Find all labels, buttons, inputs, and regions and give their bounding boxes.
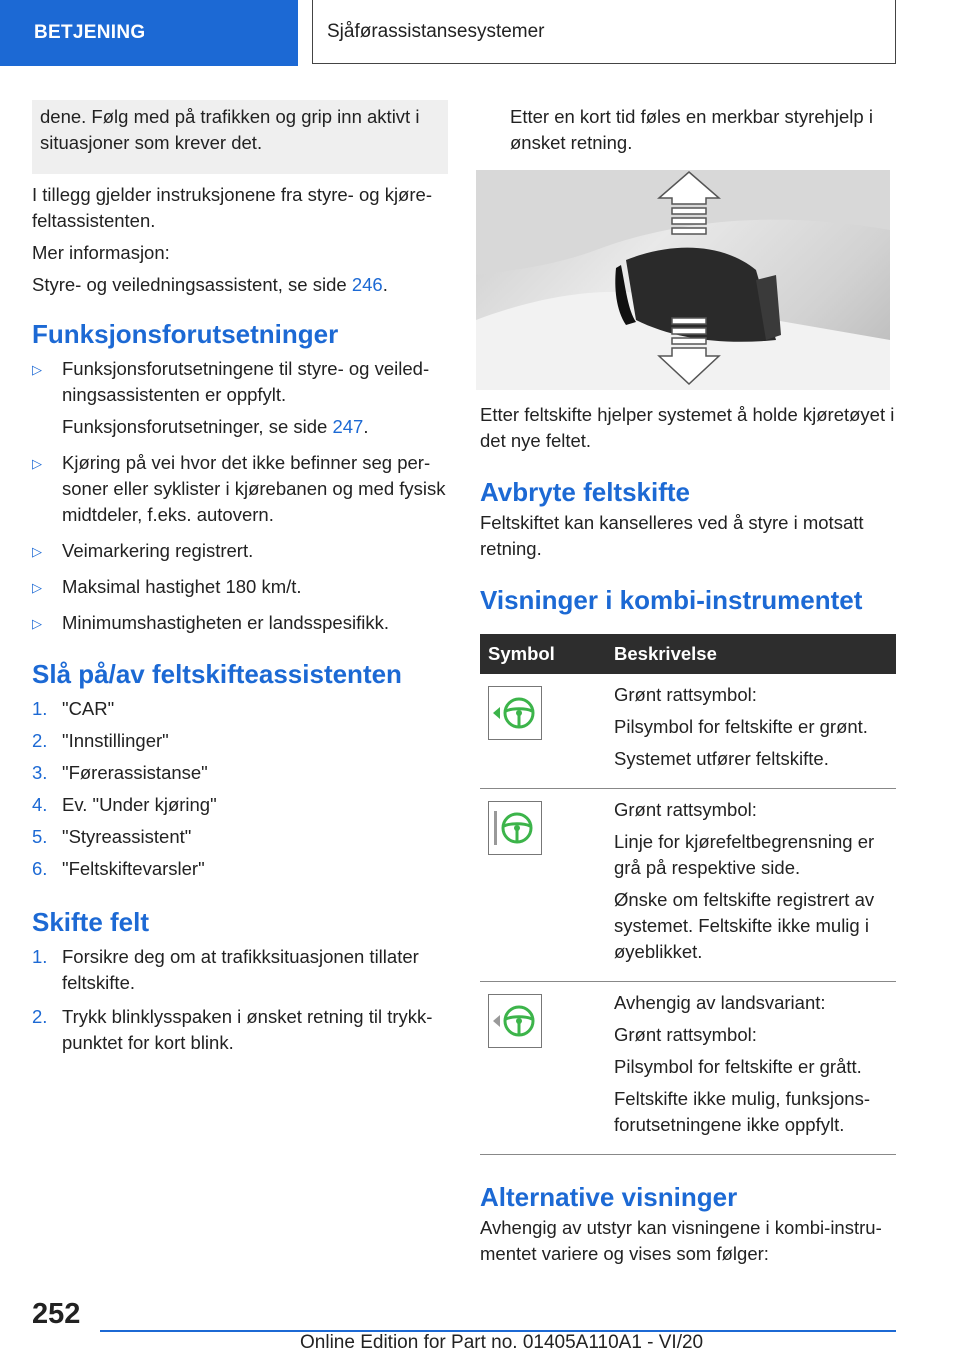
symbol-frame xyxy=(488,686,542,740)
description-line: Pilsymbol for feltskifte er grønt. xyxy=(614,716,868,737)
right-column xyxy=(480,402,896,1267)
description-cell xyxy=(606,982,896,1155)
step-number: 3. xyxy=(32,762,48,783)
step-number: 5. xyxy=(32,826,48,847)
list-item-text: Kjøring på vei hvor det ikke befinner seg personer eller syklister i kjørebanen og med fysisk midtdeler, f.eks. autovern. xyxy=(62,452,446,525)
table-header-row xyxy=(480,634,896,674)
list-item-text: Forsikre deg om at trafikksituasjonen tillater feltskifte. xyxy=(62,946,419,993)
section-title: BETJENING xyxy=(34,22,146,43)
list-item-text: Funksjonsforutsetningene til styre- og veiledningsassistenten er oppfylt. xyxy=(62,358,430,405)
list-item-text: Minimumshastigheten er landsspesifikk. xyxy=(62,612,389,633)
list-item-text: "CAR" xyxy=(62,698,115,719)
list-item-text: Trykk blinklysspaken i ønsket retning til trykkpunktet for kort blink. xyxy=(62,1006,433,1053)
list-item xyxy=(32,574,448,600)
heading-cancel-lane-change: Avbryte feltskifte xyxy=(480,477,690,507)
list-item xyxy=(32,696,448,722)
description-line: Avhengig av landsvariant: xyxy=(614,992,826,1013)
paragraph: Feltskiftet kan kanselleres ved å styre i motsatt retning. xyxy=(480,512,864,559)
description-line: Grønt rattsymbol: xyxy=(614,684,757,705)
step-number: 2. xyxy=(32,1006,48,1027)
left-column xyxy=(32,182,448,1056)
step-number: 6. xyxy=(32,858,48,879)
prerequisites-list xyxy=(32,356,448,636)
footer-edition: Online Edition for Part no. 01405A110A1 - VI/20 xyxy=(300,1332,704,1353)
heading-alternative-displays: Alternative visninger xyxy=(480,1182,738,1212)
symbol-table xyxy=(480,634,896,1155)
page-number: 252 xyxy=(32,1298,81,1330)
list-item-text: Veimarkering registrert. xyxy=(62,540,254,561)
description-line: Systemet utfører feltskifte. xyxy=(614,748,829,769)
triangle-bullet-icon: ▷ xyxy=(32,580,42,595)
note-text: dene. Følg med på trafikken og grip inn aktivt i situasjoner som krever det. xyxy=(40,106,420,153)
right-column-top xyxy=(480,104,896,156)
description-line: Feltskifte ikke mulig, funksjonsforutsetningene ikke oppfylt. xyxy=(614,1088,871,1135)
description-cell xyxy=(606,674,896,789)
chapter-header xyxy=(312,0,896,64)
step-number: 1. xyxy=(32,946,48,967)
symbol-cell xyxy=(480,982,606,1155)
paragraph: Etter feltskifte hjelper systemet å holde kjøretøyet i det nye feltet. xyxy=(480,404,895,451)
list-item xyxy=(32,610,448,636)
list-item-text: "Førerassistanse" xyxy=(62,762,208,783)
symbol-frame xyxy=(488,801,542,855)
heading-displays: Visninger i kombi-instrumentet xyxy=(480,585,863,615)
description-line: Pilsymbol for feltskifte er grått. xyxy=(614,1056,862,1077)
paragraph: Mer informasjon: xyxy=(32,242,170,263)
list-item-text: Maksimal hastighet 180 km/t. xyxy=(62,576,302,597)
description-line: Grønt rattsymbol: xyxy=(614,1024,757,1045)
description-line: Linje for kjørefeltbegrensning er grå på respektive side. xyxy=(614,831,875,878)
list-item xyxy=(32,760,448,786)
symbol-frame xyxy=(488,994,542,1048)
note-box xyxy=(32,100,448,174)
list-item xyxy=(32,728,448,754)
heading-toggle-assistant: Slå på/av feltskifteassistenten xyxy=(32,659,402,689)
toggle-steps-list xyxy=(32,696,448,882)
list-item-subtext xyxy=(62,414,448,440)
list-item-text: Funksjonsforutsetninger, se side xyxy=(62,416,333,437)
steering-wheel-arrow-left-icon xyxy=(490,688,540,738)
description-line: Grønt rattsymbol: xyxy=(614,799,757,820)
symbol-cell xyxy=(480,674,606,789)
list-item xyxy=(32,450,448,528)
column-header-description: Beskrivelse xyxy=(606,634,896,674)
table-row xyxy=(480,982,896,1155)
triangle-bullet-icon: ▷ xyxy=(32,616,42,631)
triangle-bullet-icon: ▷ xyxy=(32,362,42,377)
steering-wheel-grey-arrow-icon xyxy=(490,996,540,1046)
list-item xyxy=(32,824,448,850)
paragraph-text: . xyxy=(382,274,388,295)
page-link-247[interactable]: 247 xyxy=(332,416,364,437)
list-item xyxy=(32,1004,448,1056)
heading-prerequisites: Funksjonsforutsetninger xyxy=(32,319,339,349)
step-number: 2. xyxy=(32,730,48,751)
description-line: Ønske om feltskifte registrert av systemet. Feltskifte ikke mulig i øyeblikket. xyxy=(614,889,875,962)
paragraph xyxy=(32,272,448,298)
paragraph-text: Styre- og veiledningsassistent, se side xyxy=(32,274,352,295)
steering-wheel-lane-line-icon xyxy=(490,803,540,853)
section-tab xyxy=(0,0,298,66)
turn-signal-lever-photo xyxy=(476,170,890,390)
table-row xyxy=(480,789,896,982)
step-number: 4. xyxy=(32,794,48,815)
list-item-text: "Feltskiftevarsler" xyxy=(62,858,205,879)
page-link-246[interactable]: 246 xyxy=(351,274,383,295)
column-header-symbol: Symbol xyxy=(480,634,606,674)
list-item xyxy=(32,356,448,440)
triangle-bullet-icon: ▷ xyxy=(32,544,42,559)
paragraph: Avhengig av utstyr kan visningene i kombi-instrumentet variere og vises som følger: xyxy=(480,1217,882,1264)
description-cell xyxy=(606,789,896,982)
paragraph: I tillegg gjelder instruksjonene fra styre- og kjørefeltassistenten. xyxy=(32,184,432,231)
list-item-text: "Innstillinger" xyxy=(62,730,169,751)
list-item-text: "Styreassistent" xyxy=(62,826,192,847)
heading-change-lane: Skifte felt xyxy=(32,907,150,937)
step-number: 1. xyxy=(32,698,48,719)
chapter-title: Sjåførassistansesystemer xyxy=(327,20,545,42)
symbol-cell xyxy=(480,789,606,982)
list-item-text: Ev. "Under kjøring" xyxy=(62,794,217,815)
list-item xyxy=(32,856,448,882)
table-row xyxy=(480,674,896,789)
turn-signal-lever-illustration xyxy=(476,170,890,390)
list-item xyxy=(32,944,448,996)
list-item xyxy=(32,792,448,818)
paragraph: Etter en kort tid føles en merkbar styrehjelp i ønsket retning. xyxy=(510,106,873,153)
list-item-text: . xyxy=(363,416,369,437)
triangle-bullet-icon: ▷ xyxy=(32,456,42,471)
lane-steps-list xyxy=(32,944,448,1056)
list-item xyxy=(32,538,448,564)
